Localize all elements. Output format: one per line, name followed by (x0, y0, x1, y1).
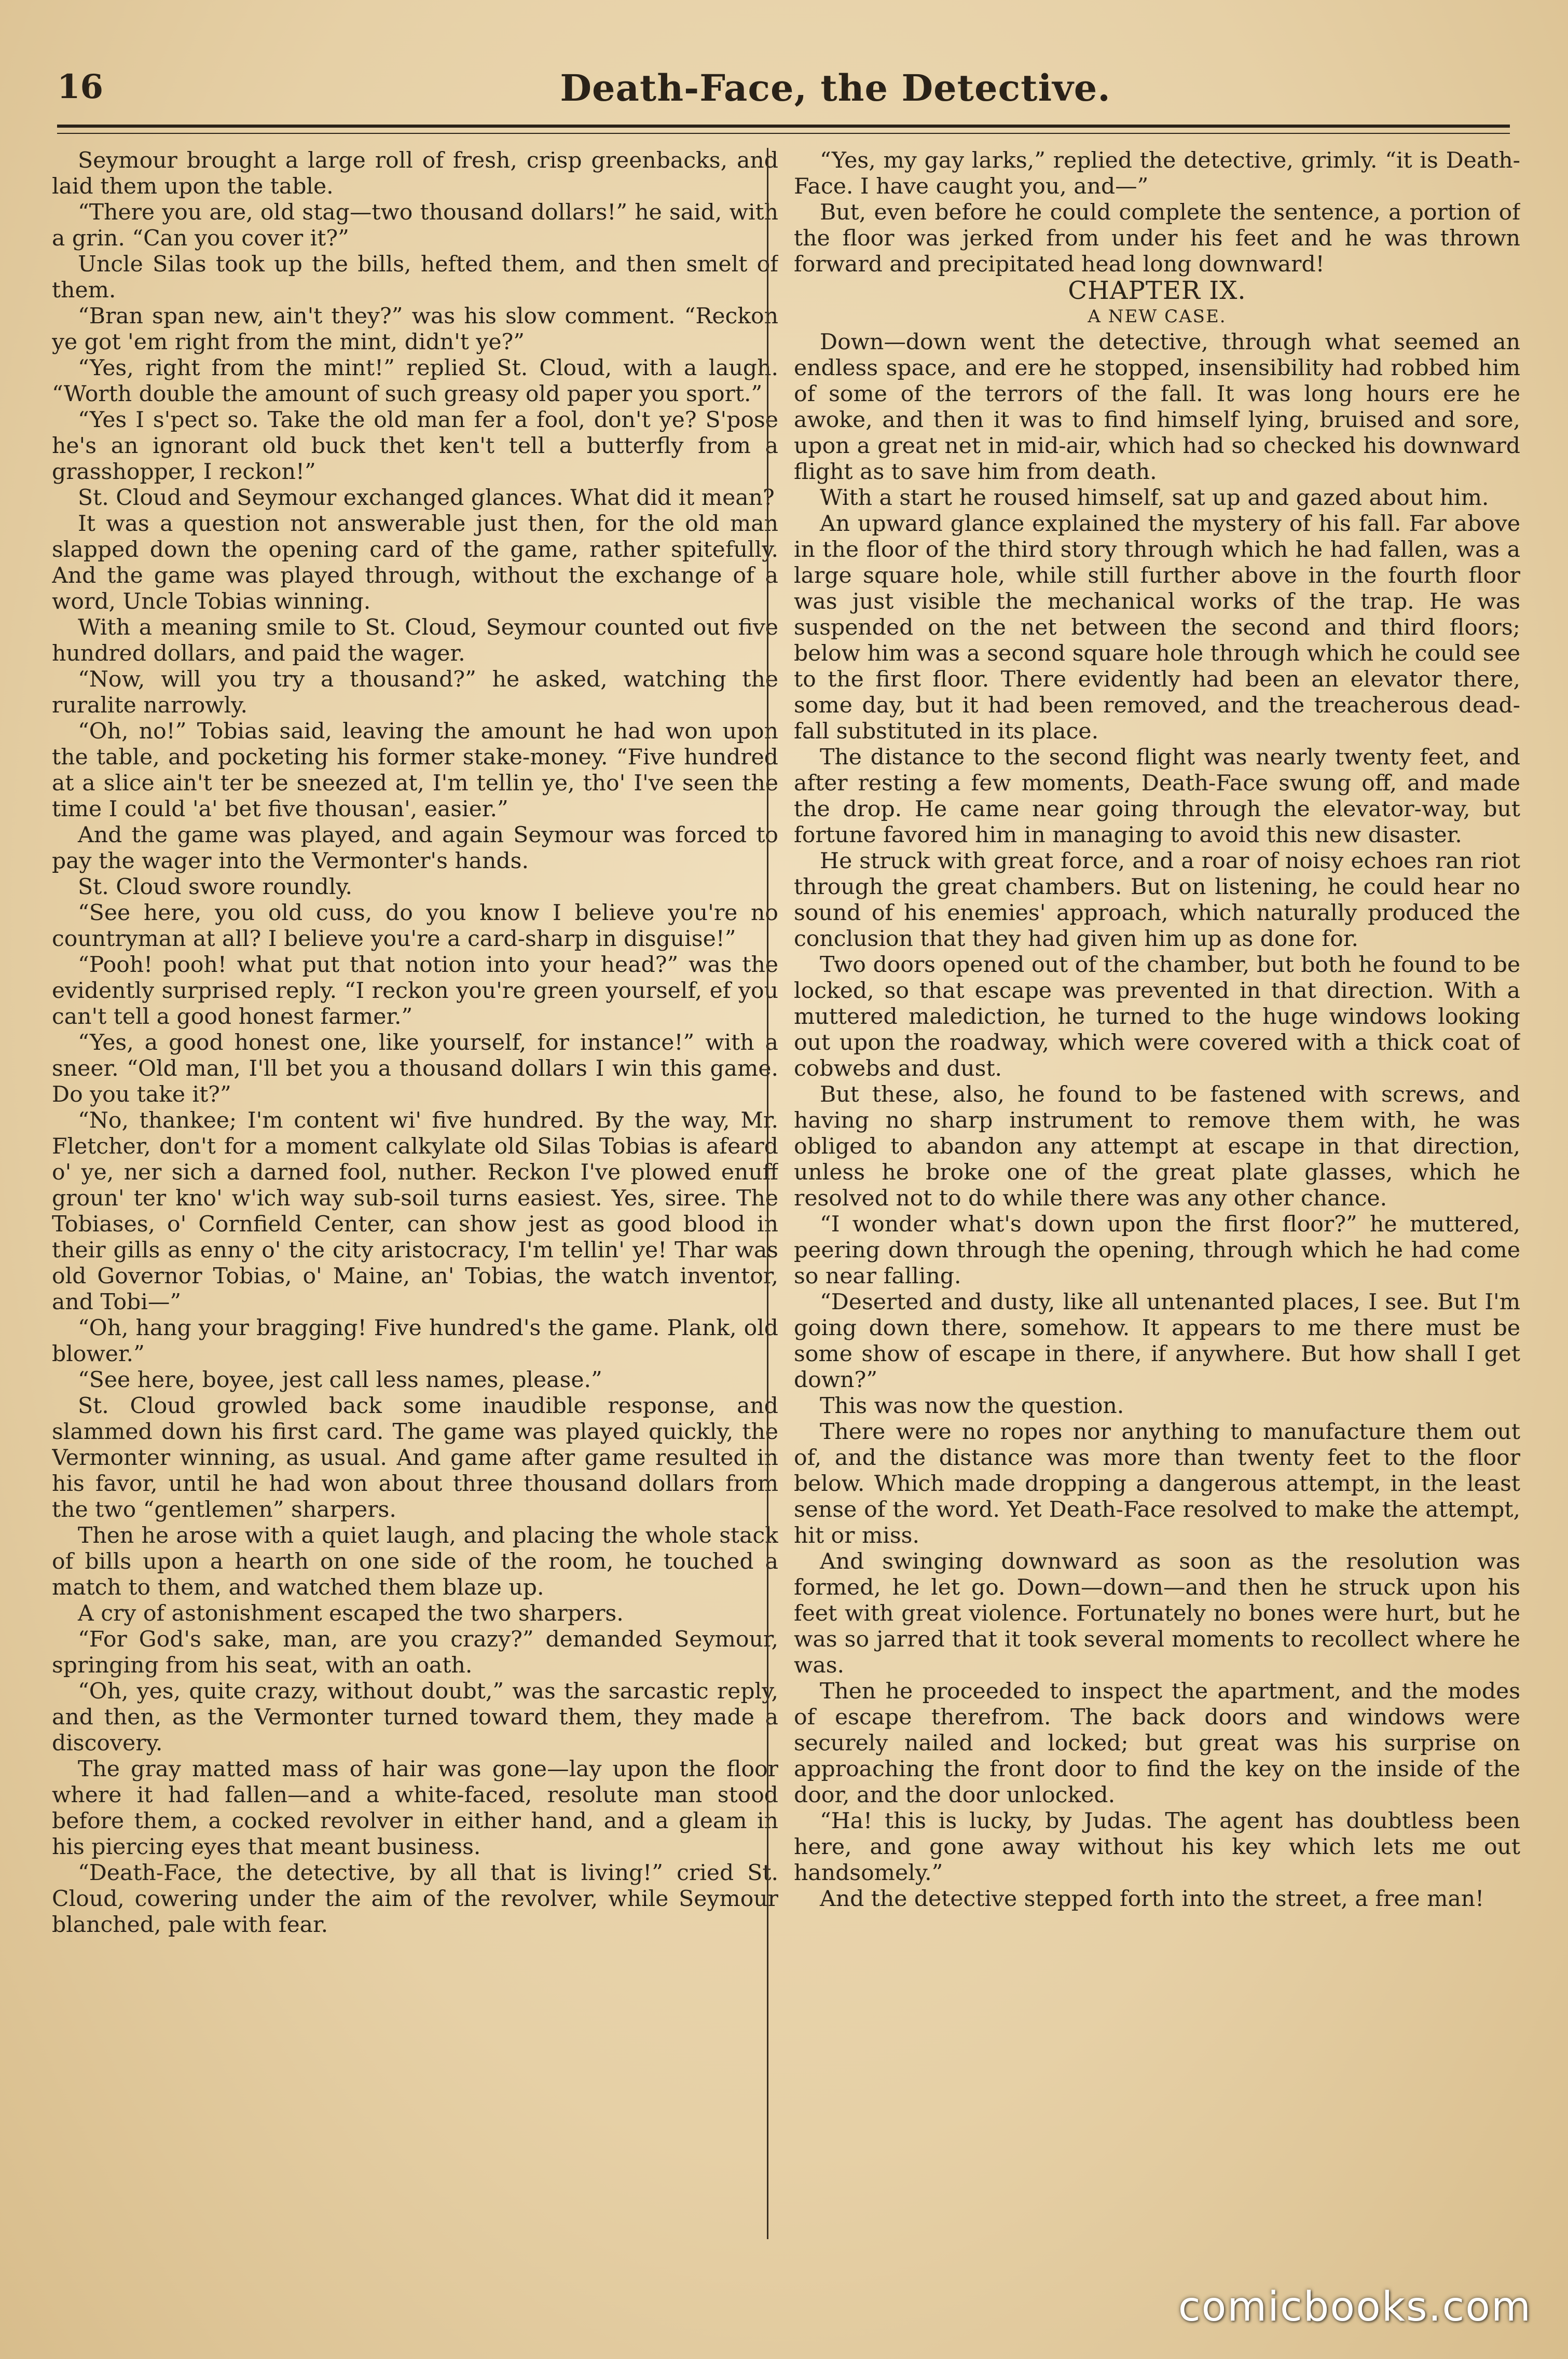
paragraph: “Oh, no!” Tobias said, leaving the amount he had won upon the table, and pocketing his former stake-money. “Five hundred at a slice ain't ter be sneezed at, I'm tellin ye, tho' I've seen the time I could 'a' bet five thousan', easier.” (52, 719, 778, 822)
chapter-title: CHAPTER IX. (1068, 276, 1246, 305)
paragraph: “There you are, old stag—two thousand dollars!” he said, with a grin. “Can you cover it?” (52, 200, 778, 251)
paragraph: The distance to the second flight was nearly twenty feet, and after resting a few moments, Death-Face swung off, and made the drop. He came near going through the elevator-way, but fortune favored him in managing to avoid this new disaster. (794, 745, 1520, 848)
paragraph: “Yes I s'pect so. Take the old man fer a fool, don't ye? S'pose he's an ignorant old buck thet ken't tell a butterfly from a grasshopper, I reckon!” (52, 407, 778, 485)
paragraph: “Oh, hang your bragging! Five hundred's the game. Plank, old blower.” (52, 1315, 778, 1367)
paragraph: “Oh, yes, quite crazy, without doubt,” was the sarcastic reply, and then, as the Vermonter turned toward them, they made a discovery. (52, 1679, 778, 1756)
paragraph: St. Cloud growled back some inaudible response, and slammed down his first card. The game was played quickly, the Vermonter winning, as usual. And game after game resulted in his favor, until he had won about three thousand dollars from the two “gentlemen” sharpers. (52, 1393, 778, 1523)
paragraph: And the detective stepped forth into the street, a free man! (820, 1886, 1484, 1912)
paragraph: There were no ropes nor anything to manufacture them out of, and the distance was more than twenty feet to the floor below. Which made dropping a dangerous attempt, in the least sense of the word. Yet Death-Face resolved to make the attempt, hit or miss. (794, 1419, 1520, 1548)
paragraph: “Yes, my gay larks,” replied the detective, grimly. “it is Death-Face. I have caught you, and—” (794, 148, 1520, 199)
paragraph: It was a question not answerable just then, for the old man slapped down the opening card of the game, rather spitefully. And the game was played through, without the exchange of a word, Uncle Tobias winning. (52, 511, 778, 614)
paragraph: “Now, will you try a thousand?” he asked, watching the ruralite narrowly. (52, 667, 778, 718)
paragraph: The gray matted mass of hair was gone—lay upon the floor where it had fallen—and a white-faced, resolute man stood before them, a cocked revolver in either hand, and a gleam in his piercing eyes that meant business. (52, 1757, 778, 1860)
page-number: 16 (57, 67, 104, 106)
paragraph: “See here, you old cuss, do you know I believe you're no countryman at all? I believe you're a card-sharp in disguise!” (52, 900, 778, 952)
paragraph: “No, thankee; I'm content wi' five hundred. By the way, Mr. Fletcher, don't for a moment calkylate old Silas Tobias is afeard o' ye, ner sich a darned fool, nuther. Reckon I've plowed enuff groun' ter kno' w'ich way sub-soil turns easiest. Yes, siree. The Tobiases, o' Cornfield Center, can show jest as good blood in their gills as enny o' the city aristocracy, I'm tellin' ye! Thar was old Governor Tobias, o' Maine, an' Tobias, the watch inventor, and Tobi—” (52, 1108, 778, 1315)
paragraph: St. Cloud and Seymour exchanged glances. What did it mean? (78, 485, 775, 511)
paragraph: An upward glance explained the mystery of his fall. Far above in the floor of the third story through which he had fallen, was a large square hole, while still further above in the fourth floor was just visible the mechanical works of the trap. He was suspended on the net between the second and third floors; below him was a second square hole through which he could see to the first floor. There evidently had been an elevator there, some day, but it had been removed, and the treacherous dead-fall substituted in its place. (794, 511, 1520, 744)
paragraph: Then he arose with a quiet laugh, and placing the whole stack of bills upon a hearth on one side of the room, he touched a match to them, and watched them blaze up. (52, 1523, 778, 1600)
paragraph: “Deserted and dusty, like all untenanted places, I see. But I'm going down there, somehow. It appears to me there must be some show of escape in there, if anywhere. But how shall I get down?” (794, 1290, 1520, 1393)
running-title: Death-Face, the Detective. (560, 66, 1111, 109)
paragraph: This was now the question. (820, 1393, 1124, 1419)
paragraph: But, even before he could complete the sentence, a portion of the floor was jerked from under his feet and he was thrown forward and precipitated head long downward! (794, 200, 1520, 277)
paragraph: “Bran span new, ain't they?” was his slow comment. “Reckon ye got 'em right from the mint, didn't ye?” (52, 304, 778, 355)
paragraph: St. Cloud swore roundly. (78, 874, 353, 900)
paragraph: Down—down went the detective, through what seemed an endless space, and ere he stopped, insensibility had robbed him of some of the terrors of the fall. It was long hours ere he awoke, and then it was to find himself lying, bruised and sore, upon a great net in mid-air, which had so checked his downward flight as to save him from death. (794, 330, 1520, 485)
paragraph: “Ha! this is lucky, by Judas. The agent has doubtless been here, and gone away without his key which lets me out handsomely.” (794, 1808, 1520, 1886)
paragraph: He struck with great force, and a roar of noisy echoes ran riot through the great chambers. But on listening, he could hear no sound of his enemies' approach, which naturally produced the conclusion that they had given him up as done for. (794, 848, 1520, 952)
chapter-subtitle: A NEW CASE. (1088, 306, 1227, 327)
paragraph: “Yes, a good honest one, like yourself, for instance!” with a sneer. “Old man, I'll bet you a thousand dollars I win this game. Do you take it?” (52, 1030, 778, 1107)
paragraph: Two doors opened out of the chamber, but both he found to be locked, so that escape was prevented in that direction. With a muttered malediction, he turned to the huge windows looking out upon the roadway, which were covered with a thick coat of cobwebs and dust. (794, 952, 1520, 1081)
header-rule (57, 125, 1510, 134)
paragraph: And swinging downward as soon as the resolution was formed, he let go. Down—down—and then he struck upon his feet with great violence. Fortunately no bones were hurt, but he was so jarred that it took several moments to recollect where he was. (794, 1549, 1520, 1678)
paragraph: A cry of astonishment escaped the two sharpers. (78, 1601, 624, 1626)
paragraph: With a meaning smile to St. Cloud, Seymour counted out five hundred dollars, and paid the wager. (52, 615, 778, 666)
right-column (794, 148, 1520, 2239)
paragraph: Then he proceeded to inspect the apartment, and the modes of escape therefrom. The back doors and windows were securely nailed and locked; but great was his surprise on approaching the front door to find the key on the inside of the door, and the door unlocked. (794, 1679, 1520, 1808)
paragraph: “Death-Face, the detective, by all that is living!” cried St. Cloud, cowering under the aim of the revolver, while Seymour blanched, pale with fear. (52, 1860, 778, 1938)
column-divider (767, 148, 768, 2239)
page-header (57, 62, 1510, 119)
paragraph: And the game was played, and again Seymour was forced to pay the wager into the Vermonter's hands. (52, 822, 778, 874)
paragraph: Seymour brought a large roll of fresh, crisp greenbacks, and laid them upon the table. (52, 148, 778, 199)
paragraph: With a start he roused himself, sat up and gazed about him. (820, 485, 1489, 511)
site-watermark: comicbooks.com (1178, 2284, 1532, 2330)
paragraph: “Yes, right from the mint!” replied St. Cloud, with a laugh. “Worth double the amount of such greasy old paper you sport.” (52, 355, 778, 407)
paragraph: Uncle Silas took up the bills, hefted them, and then smelt of them. (52, 252, 778, 303)
paragraph: But these, also, he found to be fastened with screws, and having no sharp instrument to remove them with, he was obliged to abandon any attempt at escape in that direction, unless he broke one of the great plate glasses, which he resolved not to do while there was any other chance. (794, 1082, 1520, 1211)
paragraph: “See here, boyee, jest call less names, please.” (78, 1367, 602, 1393)
paragraph: “I wonder what's down upon the first floor?” he muttered, peering down through the opening, through which he had come so near falling. (794, 1212, 1520, 1289)
paragraph: “For God's sake, man, are you crazy?” demanded Seymour, springing from his seat, with an oath. (52, 1627, 778, 1678)
left-column (52, 148, 778, 2239)
paragraph: “Pooh! pooh! what put that notion into your head?” was the evidently surprised reply. “I reckon you're green yourself, ef you can't tell a good honest farmer.” (52, 952, 778, 1030)
